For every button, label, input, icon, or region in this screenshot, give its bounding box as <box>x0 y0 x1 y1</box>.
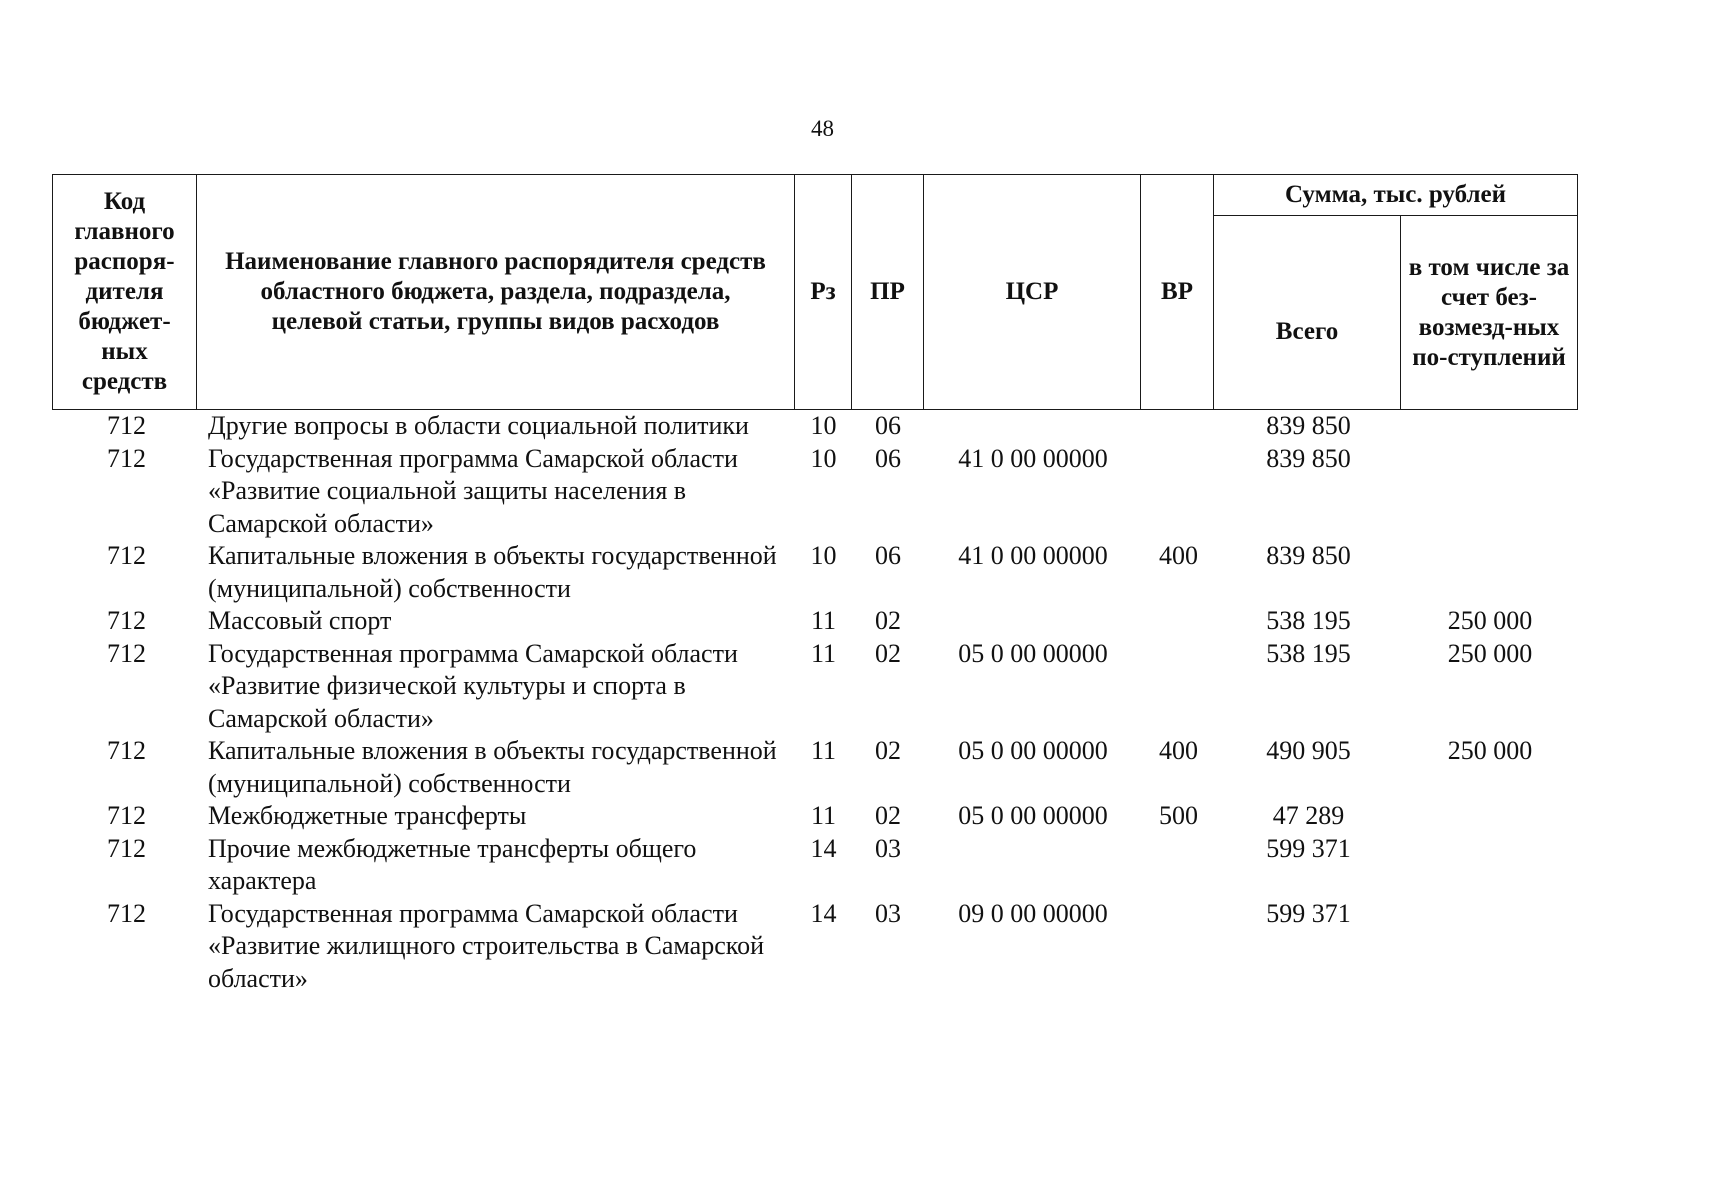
table-row <box>52 410 1578 443</box>
cell-incl: 250 000 <box>1447 736 1533 765</box>
cell-code: 712 <box>107 541 146 570</box>
cell-csr: 41 0 00 00000 <box>958 541 1108 570</box>
header-rz <box>794 174 852 410</box>
cell-rz: 11 <box>810 736 837 765</box>
table-row <box>52 735 1578 800</box>
cell-pr: 02 <box>875 638 901 668</box>
header-name-label: Наименование главного распорядителя средств областного бюджета, раздела, подраздела, целевой статьи, группы видов расходов <box>225 248 766 335</box>
cell-pr: 06 <box>875 411 901 440</box>
cell-rz: 14 <box>810 898 837 928</box>
table-row <box>52 833 1578 898</box>
header-code-label: Код главного распоря-дителя бюджет-ных средств <box>74 188 175 395</box>
cell-csr: 41 0 00 00000 <box>958 443 1108 473</box>
header-name <box>196 174 795 410</box>
cell-vr: 400 <box>1159 736 1198 765</box>
cell-code: 712 <box>107 833 146 863</box>
cell-vr: 400 <box>1159 541 1198 570</box>
cell-total: 538 195 <box>1266 638 1351 668</box>
header-pr <box>851 174 924 410</box>
header-incl-label: в том числе за счет без-возмезд-ных по-ступлений <box>1408 253 1570 371</box>
cell-name: Другие вопросы в области социальной политики <box>208 411 749 440</box>
table-row <box>52 898 1578 996</box>
cell-name: Массовый спорт <box>208 606 392 635</box>
cell-total: 47 289 <box>1272 801 1345 830</box>
cell-name: Государственная программа Самарской области «Развитие жилищного строительства в Самарской области» <box>208 898 764 993</box>
header-code <box>52 174 197 410</box>
cell-pr: 02 <box>875 801 901 830</box>
table-body <box>52 410 1578 995</box>
cell-code: 712 <box>107 898 146 928</box>
cell-total: 599 371 <box>1266 898 1351 928</box>
cell-name: Прочие межбюджетные трансферты общего характера <box>208 833 697 895</box>
cell-pr: 06 <box>875 443 901 473</box>
header-pr-label: ПР <box>870 278 905 305</box>
cell-incl: 250 000 <box>1447 638 1533 668</box>
page-number: 48 <box>811 116 834 141</box>
header-sum-label: Сумма, тыс. рублей <box>1284 181 1507 208</box>
cell-name: Государственная программа Самарской области «Развитие социальной защиты населения в Самарской области» <box>208 443 738 538</box>
header-csr <box>923 174 1141 410</box>
cell-rz: 11 <box>810 801 837 830</box>
cell-rz: 14 <box>810 833 837 863</box>
cell-pr: 06 <box>875 541 901 570</box>
header-rz-label: Рз <box>810 278 836 305</box>
header-vr <box>1140 174 1214 410</box>
table-row <box>52 800 1578 833</box>
table-row <box>52 638 1578 736</box>
cell-incl: 250 000 <box>1447 606 1533 635</box>
cell-code: 712 <box>107 801 146 830</box>
cell-csr: 05 0 00 00000 <box>958 638 1108 668</box>
cell-vr: 500 <box>1159 801 1198 830</box>
cell-rz: 10 <box>810 411 837 440</box>
cell-total: 839 850 <box>1266 411 1351 440</box>
cell-total: 599 371 <box>1266 833 1351 863</box>
header-vr-label: ВР <box>1161 278 1193 305</box>
cell-total: 839 850 <box>1266 541 1351 570</box>
cell-csr: 05 0 00 00000 <box>958 736 1108 765</box>
header-sum <box>1213 174 1578 216</box>
header-total-label: Всего <box>1275 317 1339 345</box>
cell-csr: 05 0 00 00000 <box>958 801 1108 830</box>
cell-rz: 11 <box>810 606 837 635</box>
cell-rz: 10 <box>810 443 837 473</box>
cell-name: Государственная программа Самарской области «Развитие физической культуры и спорта в Самарской области» <box>208 638 738 733</box>
cell-pr: 03 <box>875 833 901 863</box>
cell-pr: 02 <box>875 736 901 765</box>
table-row <box>52 443 1578 541</box>
cell-rz: 11 <box>810 638 837 668</box>
cell-name: Капитальные вложения в объекты государственной (муниципальной) собственности <box>208 541 777 603</box>
table-header <box>52 174 1578 410</box>
table-row <box>52 605 1578 638</box>
cell-pr: 02 <box>875 606 901 635</box>
cell-code: 712 <box>107 638 146 668</box>
table-row <box>52 540 1578 605</box>
cell-total: 839 850 <box>1266 443 1351 473</box>
cell-total: 490 905 <box>1266 736 1351 765</box>
cell-pr: 03 <box>875 898 901 928</box>
cell-code: 712 <box>107 606 146 635</box>
cell-total: 538 195 <box>1266 606 1351 635</box>
cell-rz: 10 <box>810 541 837 570</box>
cell-csr: 09 0 00 00000 <box>958 898 1108 928</box>
cell-name: Межбюджетные трансферты <box>208 801 527 830</box>
cell-code: 712 <box>107 443 146 473</box>
header-incl <box>1400 215 1578 410</box>
cell-name: Капитальные вложения в объекты государственной (муниципальной) собственности <box>208 736 777 798</box>
cell-code: 712 <box>107 736 146 765</box>
header-total <box>1213 215 1401 410</box>
header-csr-label: ЦСР <box>1005 278 1059 305</box>
cell-code: 712 <box>107 411 146 440</box>
